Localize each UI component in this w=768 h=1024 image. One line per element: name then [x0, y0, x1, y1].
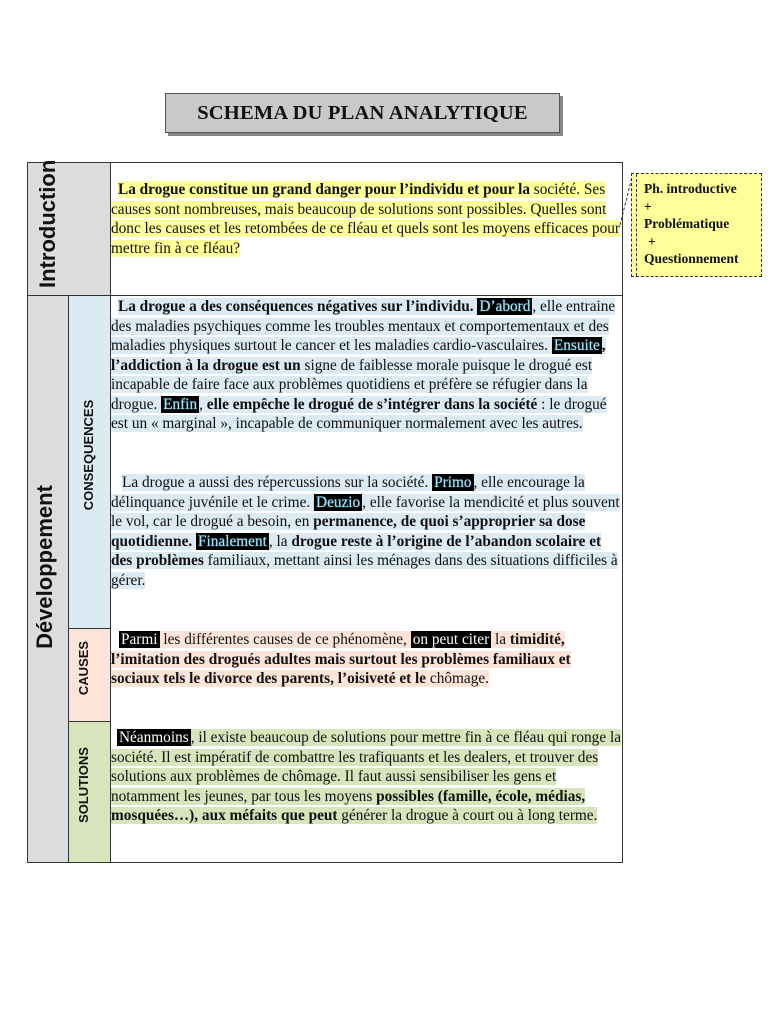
introduction-bold: La drogue constitue un grand danger pour l’individu et pour la: [118, 181, 530, 198]
connector-finalement: Finalement: [198, 532, 267, 550]
divider: [68, 628, 110, 629]
solutions-text: générer la drogue à court ou à long terme.: [337, 807, 598, 824]
causes-paragraph: [111, 630, 622, 689]
connector-deuzio: Deuzio: [316, 493, 361, 511]
solutions-paragraph: [111, 728, 622, 826]
consequences-bold: drogue reste à l’origine de l’abandon scolaire et des problèmes: [111, 532, 602, 569]
connector-ensuite: Ensuite: [553, 337, 600, 354]
consequences-paragraph-2: [111, 473, 622, 590]
consequences-label: CONSEQUENCES: [81, 399, 96, 511]
causes-text: la: [491, 631, 507, 648]
consequences-bold: , l’addiction à la drogue est un: [111, 337, 606, 374]
consequences-bold: La drogue a des conséquences négatives sur l’individu.: [118, 298, 474, 315]
consequences-text: ,: [199, 395, 203, 413]
side-note-line-3: Problématique: [644, 216, 730, 231]
connector-enfin: Enfin: [163, 395, 198, 413]
side-note-line-4: +: [648, 233, 656, 249]
consequences-text: signe de faiblesse morale puisque le drogué est incapable de faire face aux problèmes quotidiens et préfère se réfugier dans la drogue.: [111, 356, 593, 413]
developpement-label: Développement: [32, 485, 57, 649]
connector-primo: Primo: [434, 474, 472, 491]
side-note-line-1: Ph. introductive: [644, 181, 737, 196]
divider: [68, 296, 69, 862]
causes-text: les différentes causes de ce phénomène,: [159, 631, 407, 648]
consequences-bold: permanence, de quoi s’approprier sa dose quotidienne.: [111, 513, 586, 550]
consequences-text: La drogue a aussi des répercussions sur la société.: [122, 474, 429, 491]
connector-neanmoins: Néanmoins: [119, 729, 189, 746]
causes-bold: timidité, l’imitation des drogués adultes mais surtout les problèmes familiaux et sociaux tels le divorce des parents, l’oisiveté et le: [111, 631, 571, 687]
introduction-text: société. Ses causes sont nombreuses, mais beaucoup de solutions sont possibles. Quelles sont donc les causes et les retombées de ce fléau et quels sont les moyens efficaces pour mettre fin à ce fléau?: [111, 181, 621, 257]
consequences-text: , elle encourage la délinquance juvénile et le crime.: [111, 474, 585, 511]
page-title: SCHEMA DU PLAN ANALYTIQUE: [165, 93, 560, 133]
side-note: [631, 173, 762, 277]
consequences-text: , la: [268, 532, 288, 550]
side-note-border: [636, 174, 638, 276]
consequences-text: : le drogué est un « marginal », incapable de communiquer normalement avec les autres.: [111, 395, 607, 432]
causes-text: chômage.: [426, 670, 489, 687]
introduction-paragraph: [111, 180, 620, 258]
consequences-text: , elle favorise la mendicité et plus souvent le vol, car le drogué a besoin, en: [111, 493, 620, 530]
connector-dabord: D’abord: [479, 298, 531, 315]
side-note-line-5: Questionnement: [644, 251, 739, 266]
side-note-line-2: +: [644, 198, 652, 214]
solutions-label: SOLUTIONS: [76, 747, 91, 823]
solutions-text: , il existe beaucoup de solutions pour mettre fin à ce fléau qui ronge la société. Il est impératif de combattre les trafiquants et les dealers, et trouver des solutions aux problèmes de chômage. Il faut aussi sensibiliser les gens et notamment les jeunes, par tous les moyens: [111, 729, 621, 805]
causes-label: CAUSES: [76, 640, 91, 696]
introduction-label: Introduction: [35, 159, 60, 288]
connector-parmi: Parmi: [121, 631, 158, 648]
consequences-text: familiaux, mettant ainsi les ménages dans des situations difficiles à gérer.: [111, 552, 618, 589]
consequences-paragraph-1: [111, 297, 622, 434]
divider: [68, 721, 110, 722]
consequences-bold: elle empêche le drogué de s’intégrer dans la société: [206, 395, 538, 413]
solutions-bold: possibles (famille, école, médias, mosquées…), aux méfaits que peut: [111, 787, 586, 824]
divider: [27, 295, 623, 296]
consequences-text: , elle entraine des maladies psychiques comme les troubles mentaux et comportementaux et des maladies physiques surtout le cancer et les maladies cardio-vasculaires.: [111, 298, 616, 354]
connector-on-peut-citer: on peut citer: [412, 631, 490, 648]
